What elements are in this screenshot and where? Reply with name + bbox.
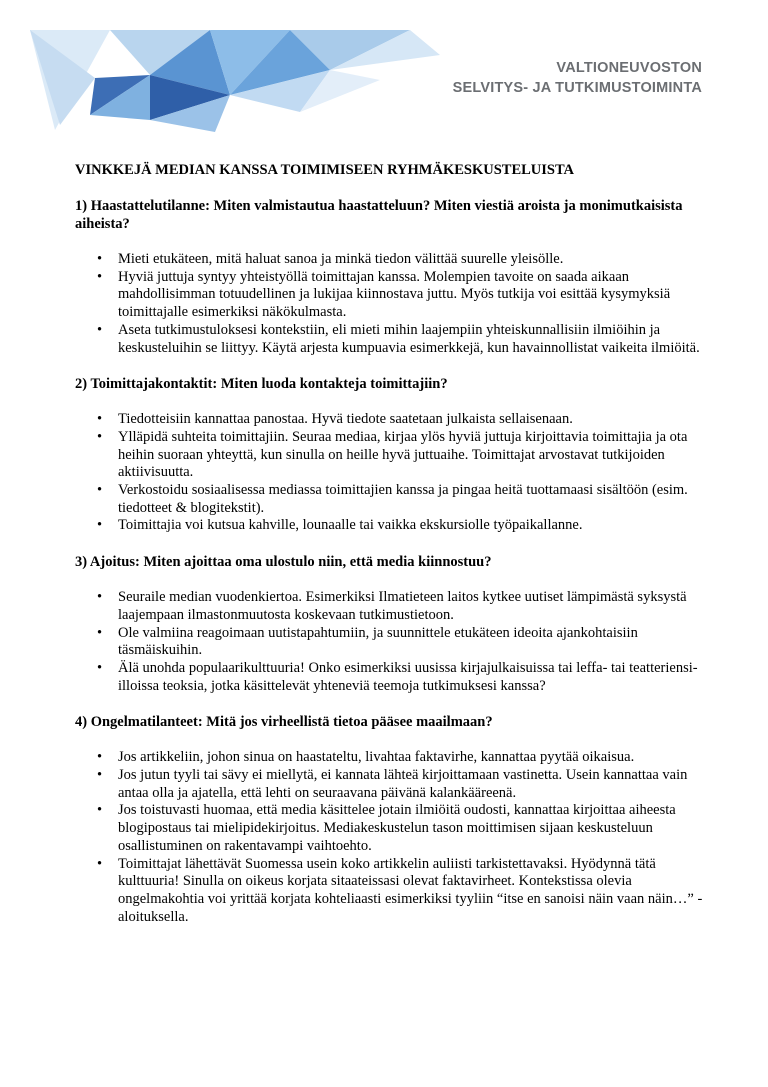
list-item (75, 589, 711, 624)
list-item-text: Seuraile median vuodenkiertoa. Esimerkiksi Ilmatieteen laitos kytkee uutiset lämpimästä syksystä laajempaan ilmastonmuutosta koskevaan tutkimustietoon. (118, 589, 687, 623)
list-item (75, 625, 711, 660)
list-item-text: Jos toistuvasti huomaa, että media käsittelee jotain ilmiöitä oudosti, kannattaa kirjoittaa aiheesta blogipostaus tai mielipidekirjoitus. Mediakeskustelun tason moittimisen sijaan keskusteluun osallistuminen on rakentavampi vaihtoehto. (118, 802, 676, 854)
bullet-icon: • (97, 428, 103, 445)
bullet-icon: • (97, 802, 103, 819)
list-item-text: Ole valmiina reagoimaan uutistapahtumiin, ja suunnittele etukäteen ideoita ajankohtaisiin täsmäiskuihin. (118, 624, 638, 659)
list-item-text: Toimittajat lähettävät Suomessa usein koko artikkelin auliisti tarkistettavaksi. Hyödynnä tätä kulttuuria! Sinulla on oikeus korjata sitaateissasi olevat faktavirheet. Kontekstissa olevia ongelmakohtia voi yrittää korjata kohteliaasti esimerkiksi tyyliin “itse en sanoisi näin vaan näin…” -aloituksella. (118, 855, 703, 925)
list-item (75, 660, 711, 695)
bullet-icon: • (97, 855, 103, 872)
section-heading: 2) Toimittajakontaktit: Miten luoda kontakteja toimittajiin? (75, 376, 448, 393)
bullet-icon: • (97, 321, 103, 338)
list-item (75, 749, 711, 767)
section-2 (75, 375, 711, 535)
list-item (75, 322, 711, 357)
bullet-icon: • (97, 659, 103, 676)
list-item (75, 802, 711, 855)
list-item-text: Verkostoidu sosiaalisessa mediassa toimittajien kanssa ja pingaa heitä tuottamaasi sisältöön (esim. tiedotteet & blogitekstit). (118, 482, 688, 516)
triangle-pattern (30, 30, 440, 132)
list-item (75, 251, 711, 269)
bullet-list (75, 749, 711, 926)
section-heading: 3) Ajoitus: Miten ajoittaa oma ulostulo niin, että media kiinnostuu? (75, 554, 492, 571)
bullet-list (75, 411, 711, 535)
bullet-icon: • (97, 517, 103, 534)
bullet-icon: • (97, 268, 103, 285)
list-item-text: Tiedotteisiin kannattaa panostaa. Hyvä tiedote saatetaan julkaista sellaisenaan. (118, 411, 573, 428)
section-4 (75, 713, 711, 926)
logo-line-2: SELVITYS- JA TUTKIMUSTOIMINTA (452, 80, 702, 96)
list-item-text: Älä unohda populaarikulttuuria! Onko esimerkiksi uusissa kirjajulkaisuissa tai leffa- tai teatteriensi-illoissa teoksia, jotka käsittelevät yhteneviä teemoja tutkimuksesi kanssa? (118, 659, 698, 694)
list-item-text: Jos artikkeliin, johon sinua on haastateltu, livahtaa faktavirhe, kannattaa pyytää oikaisua. (118, 749, 635, 766)
bullet-icon: • (97, 749, 103, 766)
document-title: VINKKEJÄ MEDIAN KANSSA TOIMIMISEEN RYHMÄKESKUSTELUISTA (75, 162, 575, 178)
list-item (75, 517, 711, 535)
section-3 (75, 553, 711, 695)
bullet-icon: • (97, 251, 103, 267)
bullet-icon: • (97, 411, 103, 428)
list-item (75, 482, 711, 517)
list-item (75, 429, 711, 482)
bullet-list (75, 589, 711, 695)
section-heading: 4) Ongelmatilanteet: Mitä jos virheellistä tietoa pääsee maailmaan? (75, 714, 493, 731)
list-item-text: Ylläpidä suhteita toimittajiin. Seuraa mediaa, kirjaa ylös hyviä juttuja kirjoittavia toimittajia ja ota heihin suoraan yhteyttä, kun sinulla on heille hyvä juttuaihe. Toimittajat arvostavat tutkijoiden aktiivisuutta. (118, 428, 688, 481)
section-1 (75, 197, 711, 357)
list-item-text: Toimittajia voi kutsua kahville, lounaalle tai vaikka ekskursiolle työpaikallanne. (118, 517, 583, 534)
list-item-text: Aseta tutkimustuloksesi kontekstiin, eli mieti mihin laajempiin yhteiskunnallisiin ilmiöihin ja keskusteluihin se liittyy. Käytä arjesta kumpuavia esimerkkejä, kun havainnollistat vaikeita ilmiöitä. (118, 321, 700, 356)
list-item-text: Jos jutun tyyli tai sävy ei miellytä, ei kannata lähteä kirjoittamaan vastinetta. Usein kannattaa vain antaa olla ja ajatella, että lehti on seuraavana päivänä kalankääreenä. (118, 767, 688, 801)
list-item (75, 856, 711, 927)
list-item-text: Mieti etukäteen, mitä haluat sanoa ja minkä tiedon välittää suurelle yleisölle. (118, 251, 564, 267)
list-item (75, 269, 711, 322)
list-item (75, 767, 711, 802)
section-heading: 1) Haastattelutilanne: Miten valmistautua haastatteluun? Miten viestiä aroista ja monimutkaisista aiheista? (75, 198, 683, 232)
bullet-icon: • (97, 482, 103, 499)
bullet-icon: • (97, 589, 103, 606)
organization-logo (453, 58, 702, 98)
document-body (75, 161, 711, 944)
bullet-icon: • (97, 767, 103, 784)
list-item-text: Hyviä juttuja syntyy yhteistyöllä toimittajan kanssa. Molempien tavoite on saada aikaan mahdollisimman totuudellinen ja lukijaa kiinnostava juttu. Myös tutkija voi esittää kysymyksiä toimittajalle esimerkiksi näkökulmasta. (118, 268, 671, 321)
bullet-list (75, 251, 711, 357)
bullet-icon: • (97, 624, 103, 641)
list-item (75, 411, 711, 429)
logo-line-1: VALTIONEUVOSTON (556, 60, 702, 76)
